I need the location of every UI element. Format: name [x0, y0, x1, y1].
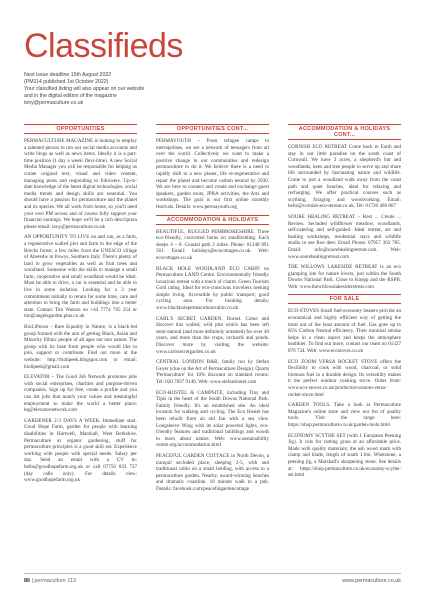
page-title: Classifieds: [24, 27, 183, 65]
intro-block: [24, 72, 264, 107]
page-number: 86: [24, 578, 30, 584]
classified-ad: BEAUTIFUL, RUGGED PEMBROKESHIRE. Three eco-friendly, converted barns on smallholding. Each sleeps 4 – 8. Coastal path 2 miles. Phone: 01348 891 561. Email: holidays@ecocottages.co.uk. Web: ecocottages.co.uk: [156, 228, 269, 261]
section-heading-accommodation-cont: ACCOMMODATION & HOLIDAYS CONT...: [288, 124, 401, 140]
section-heading-accommodation: ACCOMMODATION & HOLIDAYS: [156, 215, 269, 225]
column-1: [24, 124, 137, 488]
classified-ad: ECO-STOVES Small fuel-economy heaters provide an economical and highly efficient way of getting the most out of the least amount of fuel. Gas goes up to 85% Carbon Neutral efficiency. Their minimal smoke helps in a clean aspect and keeps the atmosphere healthier. To find out more, contact our team on 01327 870 734. Web: www.ecostoves.co.uk: [288, 308, 401, 355]
publication-line: (PM114 published 1st October 2022): [24, 79, 109, 85]
column-3: [288, 124, 401, 483]
classified-ad: PEACEFUL GARDEN COTTAGE in North Devon, a tranquil secluded place, sleeping 2-5, with and traditional cabin on a small holding, with access to a permaculture garden. Nearby, award-winning beaches and dramatic coastline. 10 minute walk to a pub. Details: facebook.com/peacefulgardencottage: [156, 452, 269, 492]
issue-number: 113: [67, 578, 76, 584]
section-heading-opportunities: OPPORTUNITIES: [24, 124, 137, 134]
column-2: [156, 124, 269, 497]
classified-ad: ELEVATOR – The Good Job Network promotes jobs with social enterprises, charities and purpose-driven companies. Sign up for free, create a profile and you can list jobs that match your values and meaningful employment to make the world a better place: hq@elevatornetwork.com: [24, 374, 137, 414]
classified-ad: PERMAYOUTH – From refugee camps to metropolises, we are a network of teenagers from all over the world. Collectively we want to make a positive change in our communities and redesign permaculture to do it. We believe there is a need to rapidly shift to a new planet, life re-regenerative and repair the planet and become carbon neutral by 2030. We are here to connect and create and exchange guest speakers, garden tours, JPRA activities, the Arts and workshops. The goal is our first online monthly festivals. Details: www.permayouth.org: [156, 138, 269, 210]
section-heading-opportunities-cont: OPPORTUNITIES CONT...: [156, 124, 269, 134]
classified-ad: ECO-HOSTEL & CAMPSITE, including Tiny and Tipis in the heart of the South Downs National Park. Family friendly. It's an established site. An ideal location for walking and cycling. The Eco Hostel has been rebuilt from an old Inn with a sea view. Longsleeve Wing with its solar powered lights, eco-friendly features and traditional buildings and woods to learn about nature. Web: www.sustainability centre.org/accommodation.html: [156, 389, 269, 449]
classified-ad: THE WILLOWS LAKESIDE RETREAT is an eco glamping site for nature lovers, just within the South Downs National Park. Close to Knepp and the RSPB. Web: www.thewillowslakesideretreat.com: [288, 264, 401, 290]
magazine-name: permaculture: [34, 578, 66, 584]
classified-ad: BioLiPecan – Rare Equality in Nature, is a black-led group formed with the aim of getting Black, Asian and Minority Ethnic people of all ages out into nature. The group with its base from people who would like to join, support or contribute. Find out more at the website: http://biolipeek.blogspot.com or email: biolipeek@gmail.com: [24, 324, 137, 370]
page-footer: [24, 573, 401, 588]
classified-ad: BLACK HOLE WOODLAND ECO CABIN on Permaculture LAND Centre. Environmentally friendly luxurious retreat with a touch of charm. Green Tourism Gold rating. Ideal for eco-conscious travellers seeking simple living. Accessible by public transport; good cycling area. For booking details: www.blackholepermaculturecabin.co.uk: [156, 265, 269, 312]
classified-ad: PERMACULTURE MAGAZINE is looking to employ a talented person to run our social media accounts and write blogs as well as news items. Ideally it is a part-time position (1 day a week/ flexi-time). A new Social Media Manager you will be responsible for helping us curate original text, visual and video content, managing posts and responding to followers. Up-to-date knowledge of the latest digital technologies, social media trends and design skills are essential. You should have a passion for permaculture and the planet and its species. We all work from home, so you'll need your own PM access and of course fully support your financial earnings. We hope we'll be a rich description please email: tony@permaculture.co.uk: [24, 138, 137, 230]
footer-website-link[interactable]: www.permaculture.co.uk: [342, 578, 401, 584]
contact-email-link[interactable]: tony@permaculture.co.uk: [24, 100, 84, 106]
classified-ad: CORNISH ECO RETREAT Come back to Earth and stay in our little paradise on the south coast of Cornwall. We have 3 acres, a shepherd's hut and woodlands, bees and tree people to serve up and share life surrounded by fascinating nature and wildlife. Come to just a woodland walk away from the coast path and quiet beaches, ideal for relaxing and recharging. We offer practical courses such as scything, foraging and woodworking. Email: hello@cornish-eco-retreat.co.uk. Tel: 01726 466 867: [288, 144, 401, 210]
footer-folio: 86 | permaculture 113: [24, 578, 76, 584]
deadline-line: Next issue deadline 15th August 2022: [24, 72, 112, 78]
classified-ad: GARDEN TOOLS. Take a look at Permaculture Magazine's online store and view our list of quality tools. Visit the range here: https://shop.permaculture.co.uk/garden-tools.html: [288, 402, 401, 428]
classified-ad: SOURE HEALING RETREAT – Rest ... Create ... Review. Secluded wildflower meadow, woodlands, self-catering and self-guided. Ideal retreat, art and healing workshops, residential stays and wildlife studio to see Roe deer. Email Phone: 07957 363 785. Email: info@sourehealingretreat.com. Web: www.sourehealingretreat.com: [288, 213, 401, 260]
section-heading-for-sale: FOR SALE: [288, 294, 401, 304]
classified-ad: ECO ZOOM VERSA ROCKET STOVE offers the flexibility to cook with wood, charcoal, or solid biomass fuel in a durable design. Its versatility makes it the perfect outdoor cooking stove. Order from: www.eco-stoves.co.uk/products/ecozoom-versa-rocket-stove.html: [288, 358, 401, 398]
classified-ad: ECONOMY SCYTHE SET (with 1 European Peening Jig). It cuts for cutting grass at an affordable price. Made with quality materials; the ash wood snath with clamp and blade, length of snath 1.6m. Whetstone, a peening jig, a Marshall's sharpening stone. See details at: https://shop.permaculture.co.uk/economy-scythe-set.html: [288, 432, 401, 479]
classified-ad: AN OPPORTUNITY TO LIVE on and run, as a farm, a regenerative walled plot and farm in the edge of the Brecks forest, a few miles from the UNESCO village of Aberedw in Powys, Southern Italy. There's plenty of land to grow vegetables as well as fruit trees and woodland. Someone with the skills to manage a small farm, cooperative and small woodland would be ideal. Must be able to drive, a car is essential and be able to live in some isolation. Looking for a 3 year commitment initially to return for some time, care and attention to bring the farm and buildings into a better state. Contact Tim Watson on +44 7774 795 254 or tim@angelsgarden.plus.co.uk: [24, 234, 137, 320]
digital-edition-line: and in the digital edition of the magazine: [24, 93, 117, 99]
website-note-line: Your classified listing will also appear on our website: [24, 86, 145, 92]
classified-ad: CENTRAL LONDON B&B, family run by Stefan Geyer (clue on the Art of Permaculture Design). Quarts 'Permaculture' for 10% discount on standard rooms. Tel: 020 7837 9140. Web: www.stefanshotel.com: [156, 359, 270, 385]
classified-ad: CARL'S SECRET GARDEN, Dorset. Come and discover this walled, wild plot which has been left semi-natural (and more definitely untamed) for over 40 years, and more than the crops, orchards and ponds. Discover more by visiting the website: www.carlssecretgarden.co.uk: [156, 315, 269, 355]
classified-ad: GARDENER 2-3 DAYS A WEEK. Immediate start. Good Hope Farm, garden for people with learning disabilities in Hartwell, Marshall, West Berkshire. Permaculture at organic gardening, stuff for permaculture principles is a good skill set. Experience working with people with special needs. Salary per day. Send an email with a CV to: hello@goodhopefarm.org.uk or call 07756 833 737 (day calls only). For details view: www.goodhopefarm.org.uk: [24, 417, 137, 484]
